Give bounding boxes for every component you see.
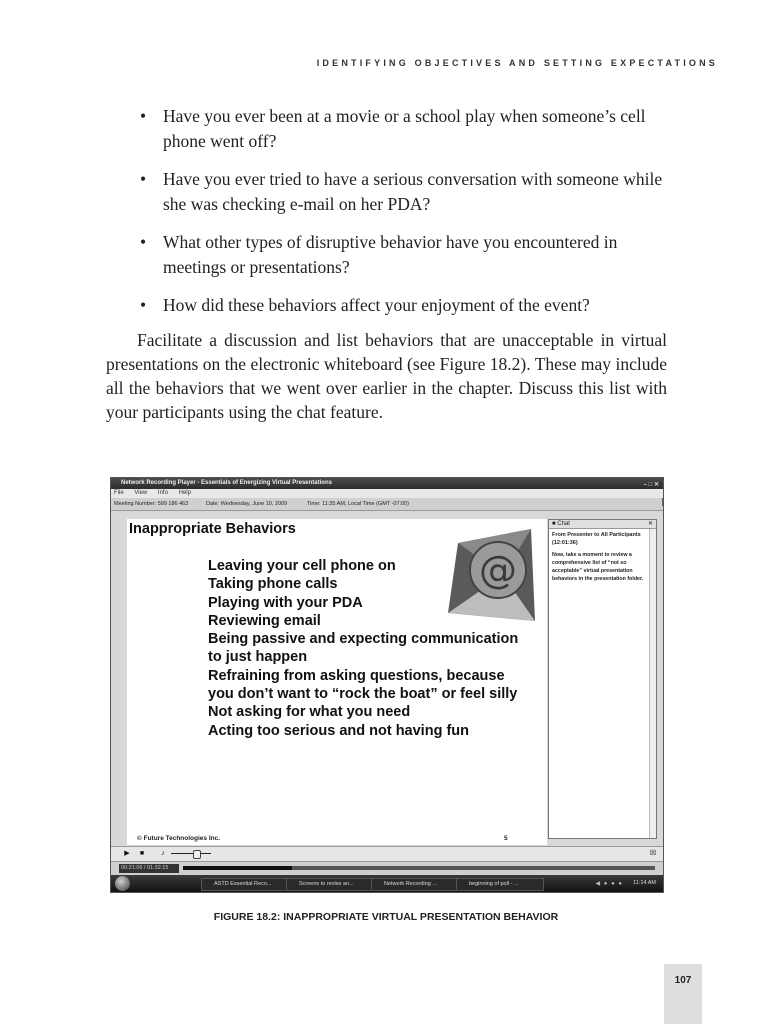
volume-icon[interactable]: ♪ [161, 850, 165, 857]
behavior-item: to just happen [208, 649, 308, 666]
behavior-item: Refraining from asking questions, because [208, 667, 505, 684]
meeting-number: Meeting Number: 599 186 463 [114, 501, 189, 507]
behavior-item: Playing with your PDA [208, 594, 363, 611]
taskbar-item[interactable]: Screens to revise an... [286, 878, 374, 891]
taskbar-item[interactable]: ASTD Essential Reco... [201, 878, 289, 891]
chat-title: Chat [557, 521, 570, 527]
menu-file[interactable]: File [114, 490, 124, 496]
behavior-item: Leaving your cell phone on [208, 558, 396, 574]
volume-track[interactable] [171, 853, 211, 854]
chat-message: Now, take a moment to review a comprehensive list of “not so acceptable” virtual presentation behaviors in the presentation folder. [552, 552, 644, 582]
window-controls[interactable]: – □ ✕ [643, 482, 659, 488]
chat-panel [548, 519, 657, 839]
bullet-item: • Have you ever tried to have a serious conversation with someone while she was checking e-mail on her PDA? [140, 167, 670, 217]
behaviors-list [208, 557, 518, 740]
running-header: IDENTIFYING OBJECTIVES AND SETTING EXPECTATIONS [316, 58, 718, 68]
slide-title: Inappropriate Behaviors [129, 521, 296, 537]
bullet-item: • Have you ever been at a movie or a school play when someone’s cell phone went off? [140, 104, 670, 154]
menu-help[interactable]: Help [178, 490, 191, 496]
figure-screenshot [110, 477, 664, 893]
bullet-item: • How did these behaviors affect your enjoyment of the event? [140, 293, 670, 318]
whiteboard-slide [127, 519, 547, 845]
meeting-time: Time: 11:35 AM, Local Time (GMT -07:00) [307, 501, 409, 507]
progress-bar [111, 861, 663, 875]
svg-text:@: @ [479, 548, 517, 592]
chat-collapse-icon[interactable]: ■ [552, 521, 556, 527]
start-button[interactable] [115, 876, 130, 891]
bullet-item: • What other types of disruptive behavior have you encountered in meetings or presentations? [140, 230, 670, 280]
body-paragraph: Facilitate a discussion and list behaviors that are unacceptable in virtual presentations on the electronic whiteboard (see Figure 18.2). These may include all the behaviors that we went over earlier in the chapter. Discuss this list with your participants using the chat feature. [106, 330, 667, 422]
progress-track[interactable] [183, 866, 655, 870]
stop-icon[interactable]: ■ [139, 850, 145, 857]
progress-fill [183, 866, 292, 870]
time-display: 00:21:06 / 01:32:15 [119, 864, 179, 873]
meeting-info-bar [111, 498, 663, 511]
page-number: 107 [674, 975, 692, 986]
playback-controls [111, 846, 663, 861]
window-title: Network Recording Player - Essentials of Energizing Virtual Presentations [121, 480, 332, 486]
page-number-tab [664, 964, 702, 1024]
window-titlebar [111, 478, 663, 489]
behavior-item: Being passive and expecting communication [208, 631, 519, 648]
chat-scrollbar[interactable] [649, 529, 656, 838]
behavior-item: Taking phone calls [208, 576, 338, 593]
fullscreen-icon[interactable]: ☒ [649, 850, 657, 857]
volume-slider[interactable] [193, 850, 201, 859]
slide-copyright: © Future Technologies Inc. [137, 835, 221, 842]
behavior-item: Not asking for what you need [208, 704, 411, 721]
taskbar-item[interactable]: Network Recording ... [371, 878, 459, 891]
behavior-item: you don’t want to “rock the boat” or feel silly [208, 686, 518, 703]
figure-caption: FIGURE 18.2: INAPPROPRIATE VIRTUAL PRESENTATION BEHAVIOR [213, 911, 559, 923]
play-icon[interactable]: ▶ [124, 850, 130, 857]
bullet-list [140, 104, 670, 331]
menu-view[interactable]: View [134, 490, 148, 496]
taskbar-item[interactable]: beginning of poll - ... [456, 878, 544, 891]
menu-info[interactable]: Info [157, 490, 168, 496]
slide-number: 5 [504, 835, 508, 842]
chat-header [549, 520, 656, 529]
close-icon[interactable]: ✕ [647, 521, 653, 527]
behavior-item: Reviewing email [208, 612, 321, 629]
behavior-item: Acting too serious and not having fun [208, 722, 469, 739]
chat-sender: From Presenter to All Participants (12:01:36) [552, 532, 641, 546]
windows-taskbar [111, 875, 663, 892]
menu-bar [111, 489, 663, 498]
meeting-date: Date: Wednesday, June 10, 2009 [206, 501, 288, 507]
export-icon[interactable] [662, 498, 664, 506]
taskbar-clock: 11:14 AM [633, 880, 656, 886]
system-tray-icons[interactable]: ◀ ● ● ● [595, 881, 623, 887]
